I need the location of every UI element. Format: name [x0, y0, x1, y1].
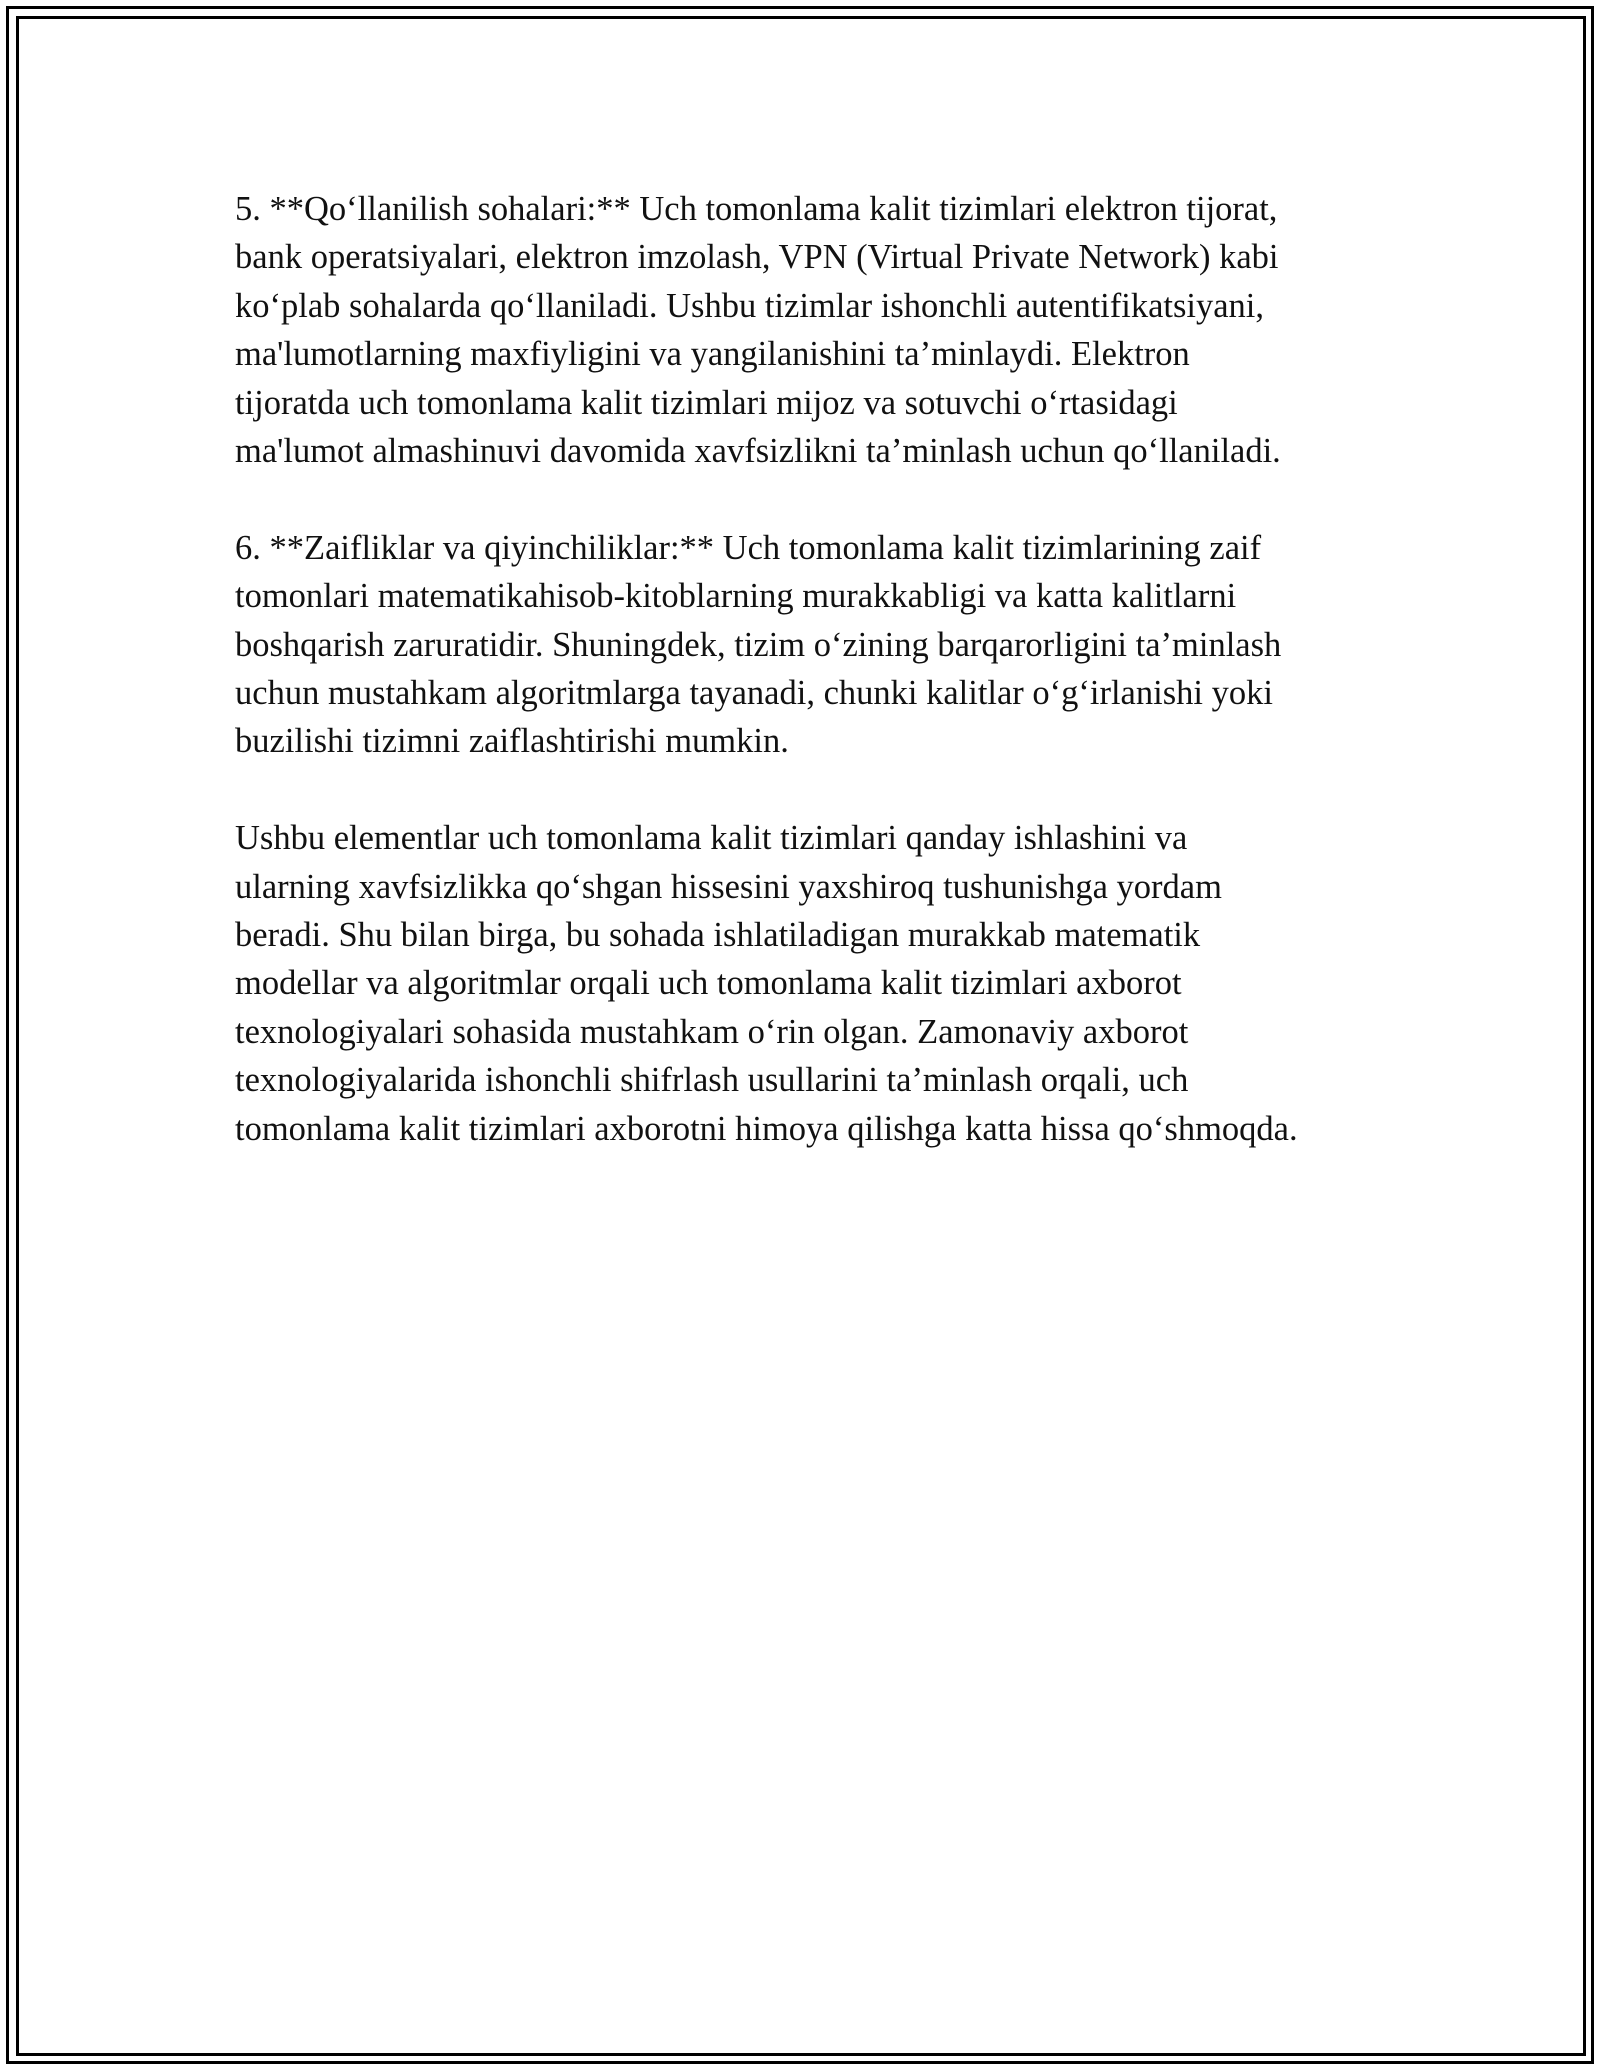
document-body [235, 185, 1385, 1201]
paragraph-conclusion: Ushbu elementlar uch tomonlama kalit tizimlari qanday ishlashini va ularning xavfsizlikka qo‘shgan hissesini yaxshiroq tushunishga yordam beradi. Shu bilan birga, bu sohada ishlatiladigan murakkab matematik modellar va algoritmlar orqali uch tomonlama kalit tizimlari axborot texnologiyalari sohasida mustahkam o‘rin olgan. Zamonaviy axborot texnologiyalarida ishonchli shifrlash usullarini ta’minlash orqali, uch tomonlama kalit tizimlari axborotni himoya qilishga katta hissa qo‘shmoqda. [235, 819, 1298, 1148]
paragraph-weaknesses: 6. **Zaifliklar va qiyinchiliklar:** Uch tomonlama kalit tizimlarining zaif tomonlari matematikahisob-kitoblarning murakkabligi va katta kalitlarni boshqarish zaruratidir. Shuningdek, tizim o‘zining barqarorligini ta’minlash uchun mustahkam algoritmlarga tayanadi, chunki kalitlar o‘g‘irlanishi yoki buzilishi tizimni zaiflashtirishi mumkin. [235, 528, 1282, 761]
paragraph-applications: 5. **Qo‘llanilish sohalari:** Uch tomonlama kalit tizimlari elektron tijorat, bank operatsiyalari, elektron imzolash, VPN (Virtual Private Network) kabi ko‘plab sohalarda qo‘llaniladi. Ushbu tizimlar ishonchli autentifikatsiyani, ma'lumotlarning maxfiyligini va yangilanishini ta’minlaydi. Elektron tijoratda uch tomonlama kalit tizimlari mijoz va sotuvchi o‘rtasidagi ma'lumot almashinuvi davomida xavfsizlikni ta’minlash uchun qo‘llaniladi. [235, 190, 1281, 471]
